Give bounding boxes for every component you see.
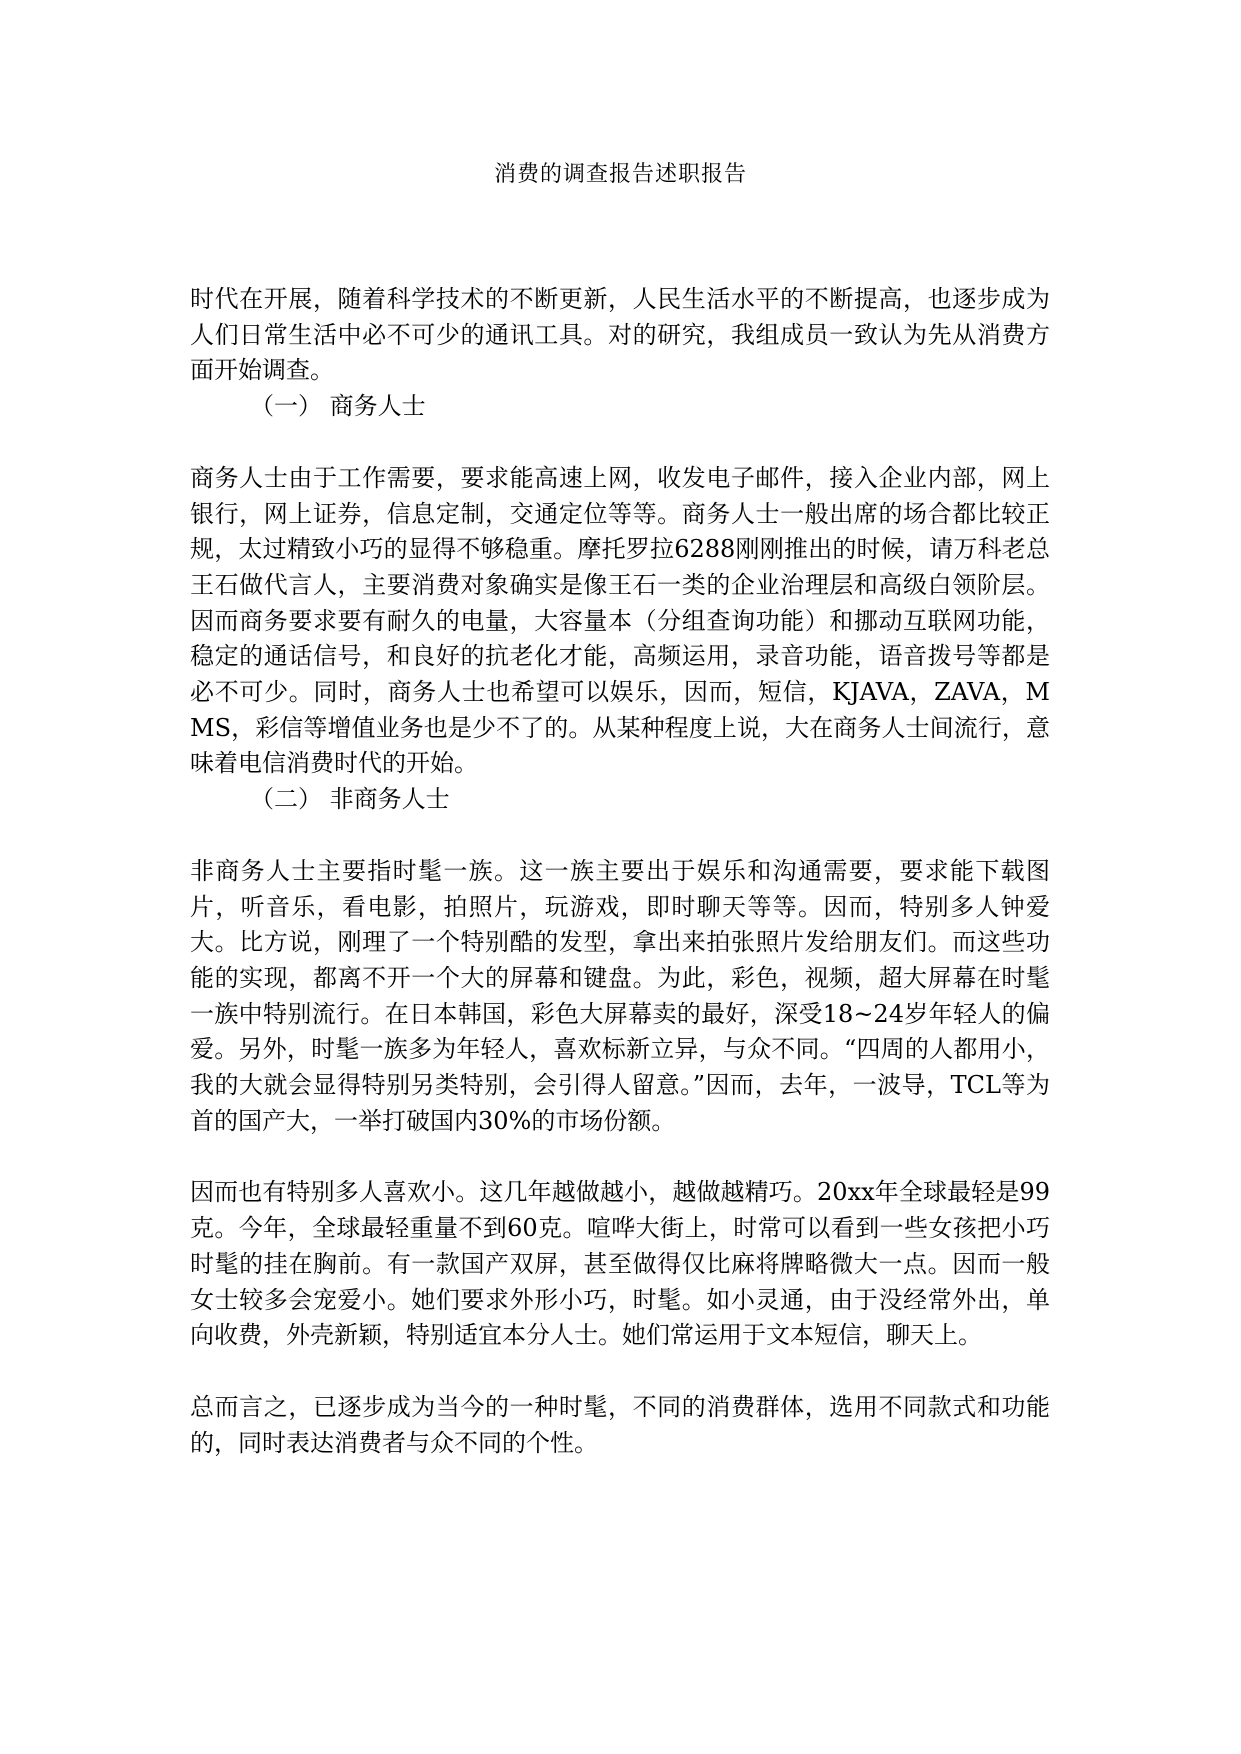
paragraph-gap xyxy=(190,1354,1050,1390)
non-business-paragraph-1: 非商务人士主要指时髦一族。这一族主要出于娱乐和沟通需要，要求能下载图片，听音乐，看电影，拍照片，玩游戏，即时聊天等等。因而，特别多人钟爱大。比方说，刚理了一个特别酷的发型，拿出来拍张照片发给朋友们。而这些功能的实现，都离不开一个大的屏幕和键盘。为此，彩色，视频，超大屏幕在时髦一族中特别流行。在日本韩国，彩色大屏幕卖的最好，深受18~24岁年轻人的偏爱。另外，时髦一族多为年轻人，喜欢标新立异，与众不同。“四周的人都用小，我的大就会显得特别另类特别，会引得人留意。”因而，去年，一波导，TCL等为首的国产大，一举打破国内30%的市场份额。 xyxy=(190,856,1050,1135)
intro-paragraph: 时代在开展，随着科学技术的不断更新，人民生活水平的不断提高，也逐步成为人们日常生活中必不可少的通讯工具。对的研究，我组成员一致认为先从消费方面开始调查。 xyxy=(190,285,1050,385)
paragraph-gap xyxy=(190,818,1050,854)
business-paragraph: 商务人士由于工作需要，要求能高速上网，收发电子邮件，接入企业内部，网上银行，网上证券，信息定制，交通定位等等。商务人士一般出席的场合都比较正规，太过精致小巧的显得不够稳重。摩托罗拉6288刚刚推出的时候，请万科老总王石做代言人，主要消费对象确实是像王石一类的企业治理层和高级白领阶层。因而商务要求要有耐久的电量，大容量本（分组查询功能）和挪动互联网功能，稳定的通话信号，和良好的抗老化才能，高频运用，录音功能，语音拨号等都是必不可少。同时，商务人士也希望可以娱乐，因而，短信，KJAVA，ZAVA，MMS，彩信等增值业务也是少不了的。从某种程度上说，大在商务人士间流行，意味着电信消费时代的开始。 xyxy=(190,463,1050,778)
document-body xyxy=(190,282,1050,1461)
conclusion-paragraph: 总而言之，已逐步成为当今的一种时髦，不同的消费群体，选用不同款式和功能的，同时表达消费者与众不同的个性。 xyxy=(190,1392,1050,1457)
paragraph-gap xyxy=(190,425,1050,461)
document-title: 消费的调查报告述职报告 xyxy=(493,162,747,187)
non-business-paragraph-2: 因而也有特别多人喜欢小。这几年越做越小，越做越精巧。20xx年全球最轻是99克。今年，全球最轻重量不到60克。喧哗大街上，时常可以看到一些女孩把小巧时髦的挂在胸前。有一款国产双屏，甚至做得仅比麻将牌略微大一点。因而一般女士较多会宠爱小。她们要求外形小巧，时髦。如小灵通，由于没经常外出，单向收费，外壳新颖，特别适宜本分人士。她们常运用于文本短信，聊天上。 xyxy=(190,1178,1050,1350)
section-heading-business: （一） 商务人士 xyxy=(250,392,426,421)
section-heading-non-business: （二） 非商务人士 xyxy=(250,785,450,814)
paragraph-gap xyxy=(190,1139,1050,1175)
